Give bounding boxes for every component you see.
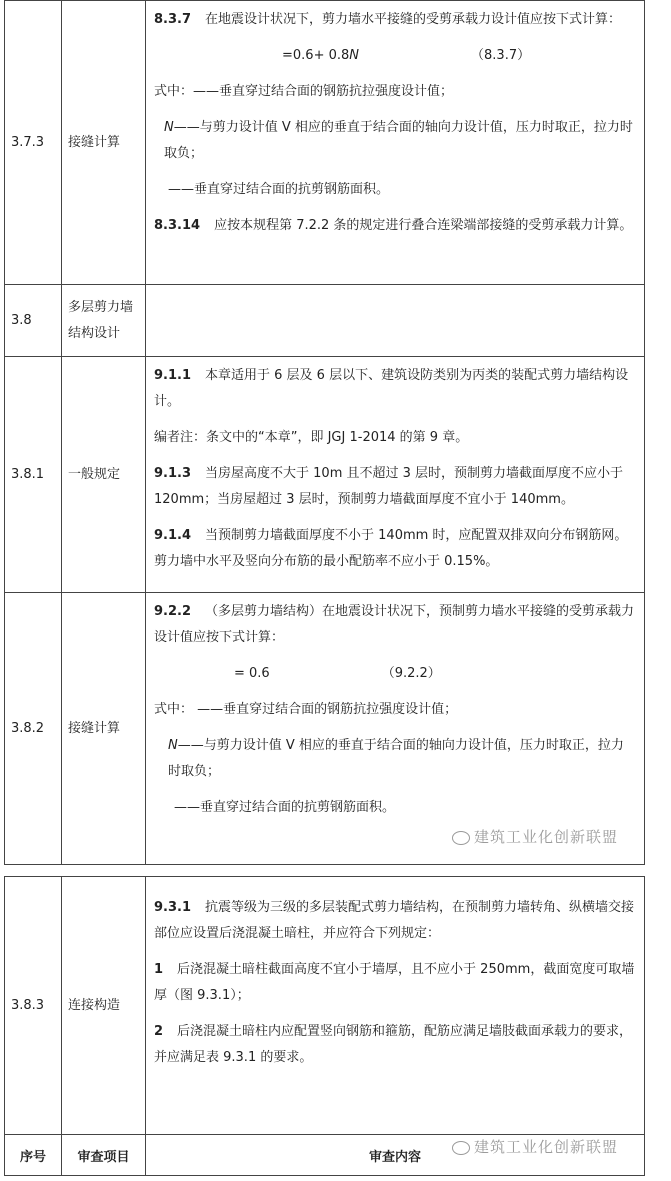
clause-text: 后浇混凝土暗柱内应配置竖向钢筋和箍筋，配筋应满足墙肢截面承载力的要求，并应满足表 9.3.1 的要求。 <box>154 1024 633 1065</box>
row-number: 3.8.1 <box>5 357 62 593</box>
table-row <box>5 357 645 593</box>
review-table-1 <box>4 0 645 865</box>
header-item: 审查项目 <box>62 1135 146 1176</box>
clause-code: 8.3.14 <box>154 218 201 233</box>
clause-text: 式中： ——垂直穿过结合面的钢筋抗拉强度设计值； <box>154 702 458 717</box>
clause <box>154 523 636 575</box>
formula-expression: = 0.6 <box>234 666 270 681</box>
header-num: 序号 <box>5 1135 62 1176</box>
clause-text: 抗震等级为三级的多层装配式剪力墙结构，在预制剪力墙转角、纵横墙交接部位应设置后浇混凝土暗柱，并应符合下列规定： <box>154 900 635 941</box>
wechat-logo-icon <box>452 1141 470 1155</box>
clause <box>154 1019 636 1071</box>
row-number: 3.7.3 <box>5 1 62 285</box>
clause-text: （多层剪力墙结构）在地震设计状况下，预制剪力墙水平接缝的受剪承载力设计值应按下式计算： <box>154 604 635 645</box>
formula <box>154 43 636 69</box>
clause-text: ——与剪力设计值 V 相应的垂直于结合面的轴向力设计值，压力时取正，拉力时取负； <box>164 120 633 161</box>
variable: N <box>164 120 174 135</box>
clause <box>154 363 636 415</box>
clause-code: 9.1.3 <box>154 466 192 481</box>
row-item: 一般规定 <box>62 357 146 593</box>
watermark-text: 建筑工业化创新联盟 <box>474 1138 619 1156</box>
clause-text: 当预制剪力墙截面厚度不小于 140mm 时，应配置双排双向分布钢筋网。剪力墙中水平及竖向分布筋的最小配筋率不应小于 0.15%。 <box>154 528 628 569</box>
table-row <box>5 285 645 357</box>
header-content: 审查内容 <box>146 1135 645 1176</box>
clause-code: 9.1.4 <box>154 528 192 543</box>
table-row <box>5 1 645 285</box>
row-item: 连接构造 <box>62 877 146 1135</box>
formula-number: （9.2.2） <box>381 666 441 681</box>
clause-text: ——垂直穿过结合面的抗剪钢筋面积。 <box>168 182 390 197</box>
clause <box>154 895 636 947</box>
row-item: 多层剪力墙结构设计 <box>62 285 146 357</box>
formula <box>154 661 636 687</box>
clause-code: 2 <box>154 1024 164 1039</box>
row-number: 3.8.2 <box>5 593 62 865</box>
clause-code: 1 <box>154 962 164 977</box>
formula-variable: N <box>349 48 360 63</box>
clause <box>154 733 636 785</box>
clause-code: 9.1.1 <box>154 368 192 383</box>
row-item: 接缝计算 <box>62 1 146 285</box>
clause <box>154 213 636 239</box>
table-row <box>5 877 645 1135</box>
formula-expression: =0.6+ 0.8 <box>282 48 350 63</box>
watermark <box>452 1136 618 1157</box>
row-content <box>146 1 645 285</box>
clause-text: 本章适用于 6 层及 6 层以下、建筑设防类别为丙类的装配式剪力墙结构设计。 <box>154 368 629 409</box>
clause-code: 8.3.7 <box>154 12 192 27</box>
clause <box>154 957 636 1009</box>
clause-text: 当房屋高度不大于 10m 且不超过 3 层时，预制剪力墙截面厚度不应小于 120mm；当房屋超过 3 层时，预制剪力墙截面厚度不宜小于 140mm。 <box>154 466 624 507</box>
clause <box>154 461 636 513</box>
clause <box>154 599 636 651</box>
row-number: 3.8 <box>5 285 62 357</box>
variable: N <box>168 738 178 753</box>
row-content <box>146 593 645 865</box>
row-item: 接缝计算 <box>62 593 146 865</box>
clause <box>154 115 636 167</box>
row-content <box>146 877 645 1135</box>
table-row <box>5 593 645 865</box>
review-table-2 <box>4 876 645 1176</box>
formula-number: （8.3.7） <box>471 48 531 63</box>
clause-text: 式中：——垂直穿过结合面的钢筋抗拉强度设计值； <box>154 84 454 99</box>
clause-code: 9.2.2 <box>154 604 192 619</box>
editor-note: 编者注：条文中的“本章”，即 JGJ 1-2014 的第 9 章。 <box>154 430 469 445</box>
wechat-logo-icon <box>452 831 470 845</box>
row-number: 3.8.3 <box>5 877 62 1135</box>
clause-text: 应按本规程第 7.2.2 条的规定进行叠合连梁端部接缝的受剪承载力计算。 <box>214 218 633 233</box>
clause-text: 在地震设计状况下，剪力墙水平接缝的受剪承载力设计值应按下式计算： <box>205 12 622 27</box>
clause-code: 9.3.1 <box>154 900 192 915</box>
row-content <box>146 285 645 357</box>
clause-text: ——与剪力设计值 V 相应的垂直于结合面的轴向力设计值，压力时取正，拉力时取负； <box>168 738 624 779</box>
watermark <box>452 826 618 847</box>
clause-text: 后浇混凝土暗柱截面高度不宜小于墙厚，且不应小于 250mm，截面宽度可取墙厚（图 9.3.1）； <box>154 962 635 1003</box>
row-content <box>146 357 645 593</box>
clause-text: ——垂直穿过结合面的抗剪钢筋面积。 <box>174 800 396 815</box>
clause <box>154 7 636 33</box>
watermark-text: 建筑工业化创新联盟 <box>474 828 619 846</box>
